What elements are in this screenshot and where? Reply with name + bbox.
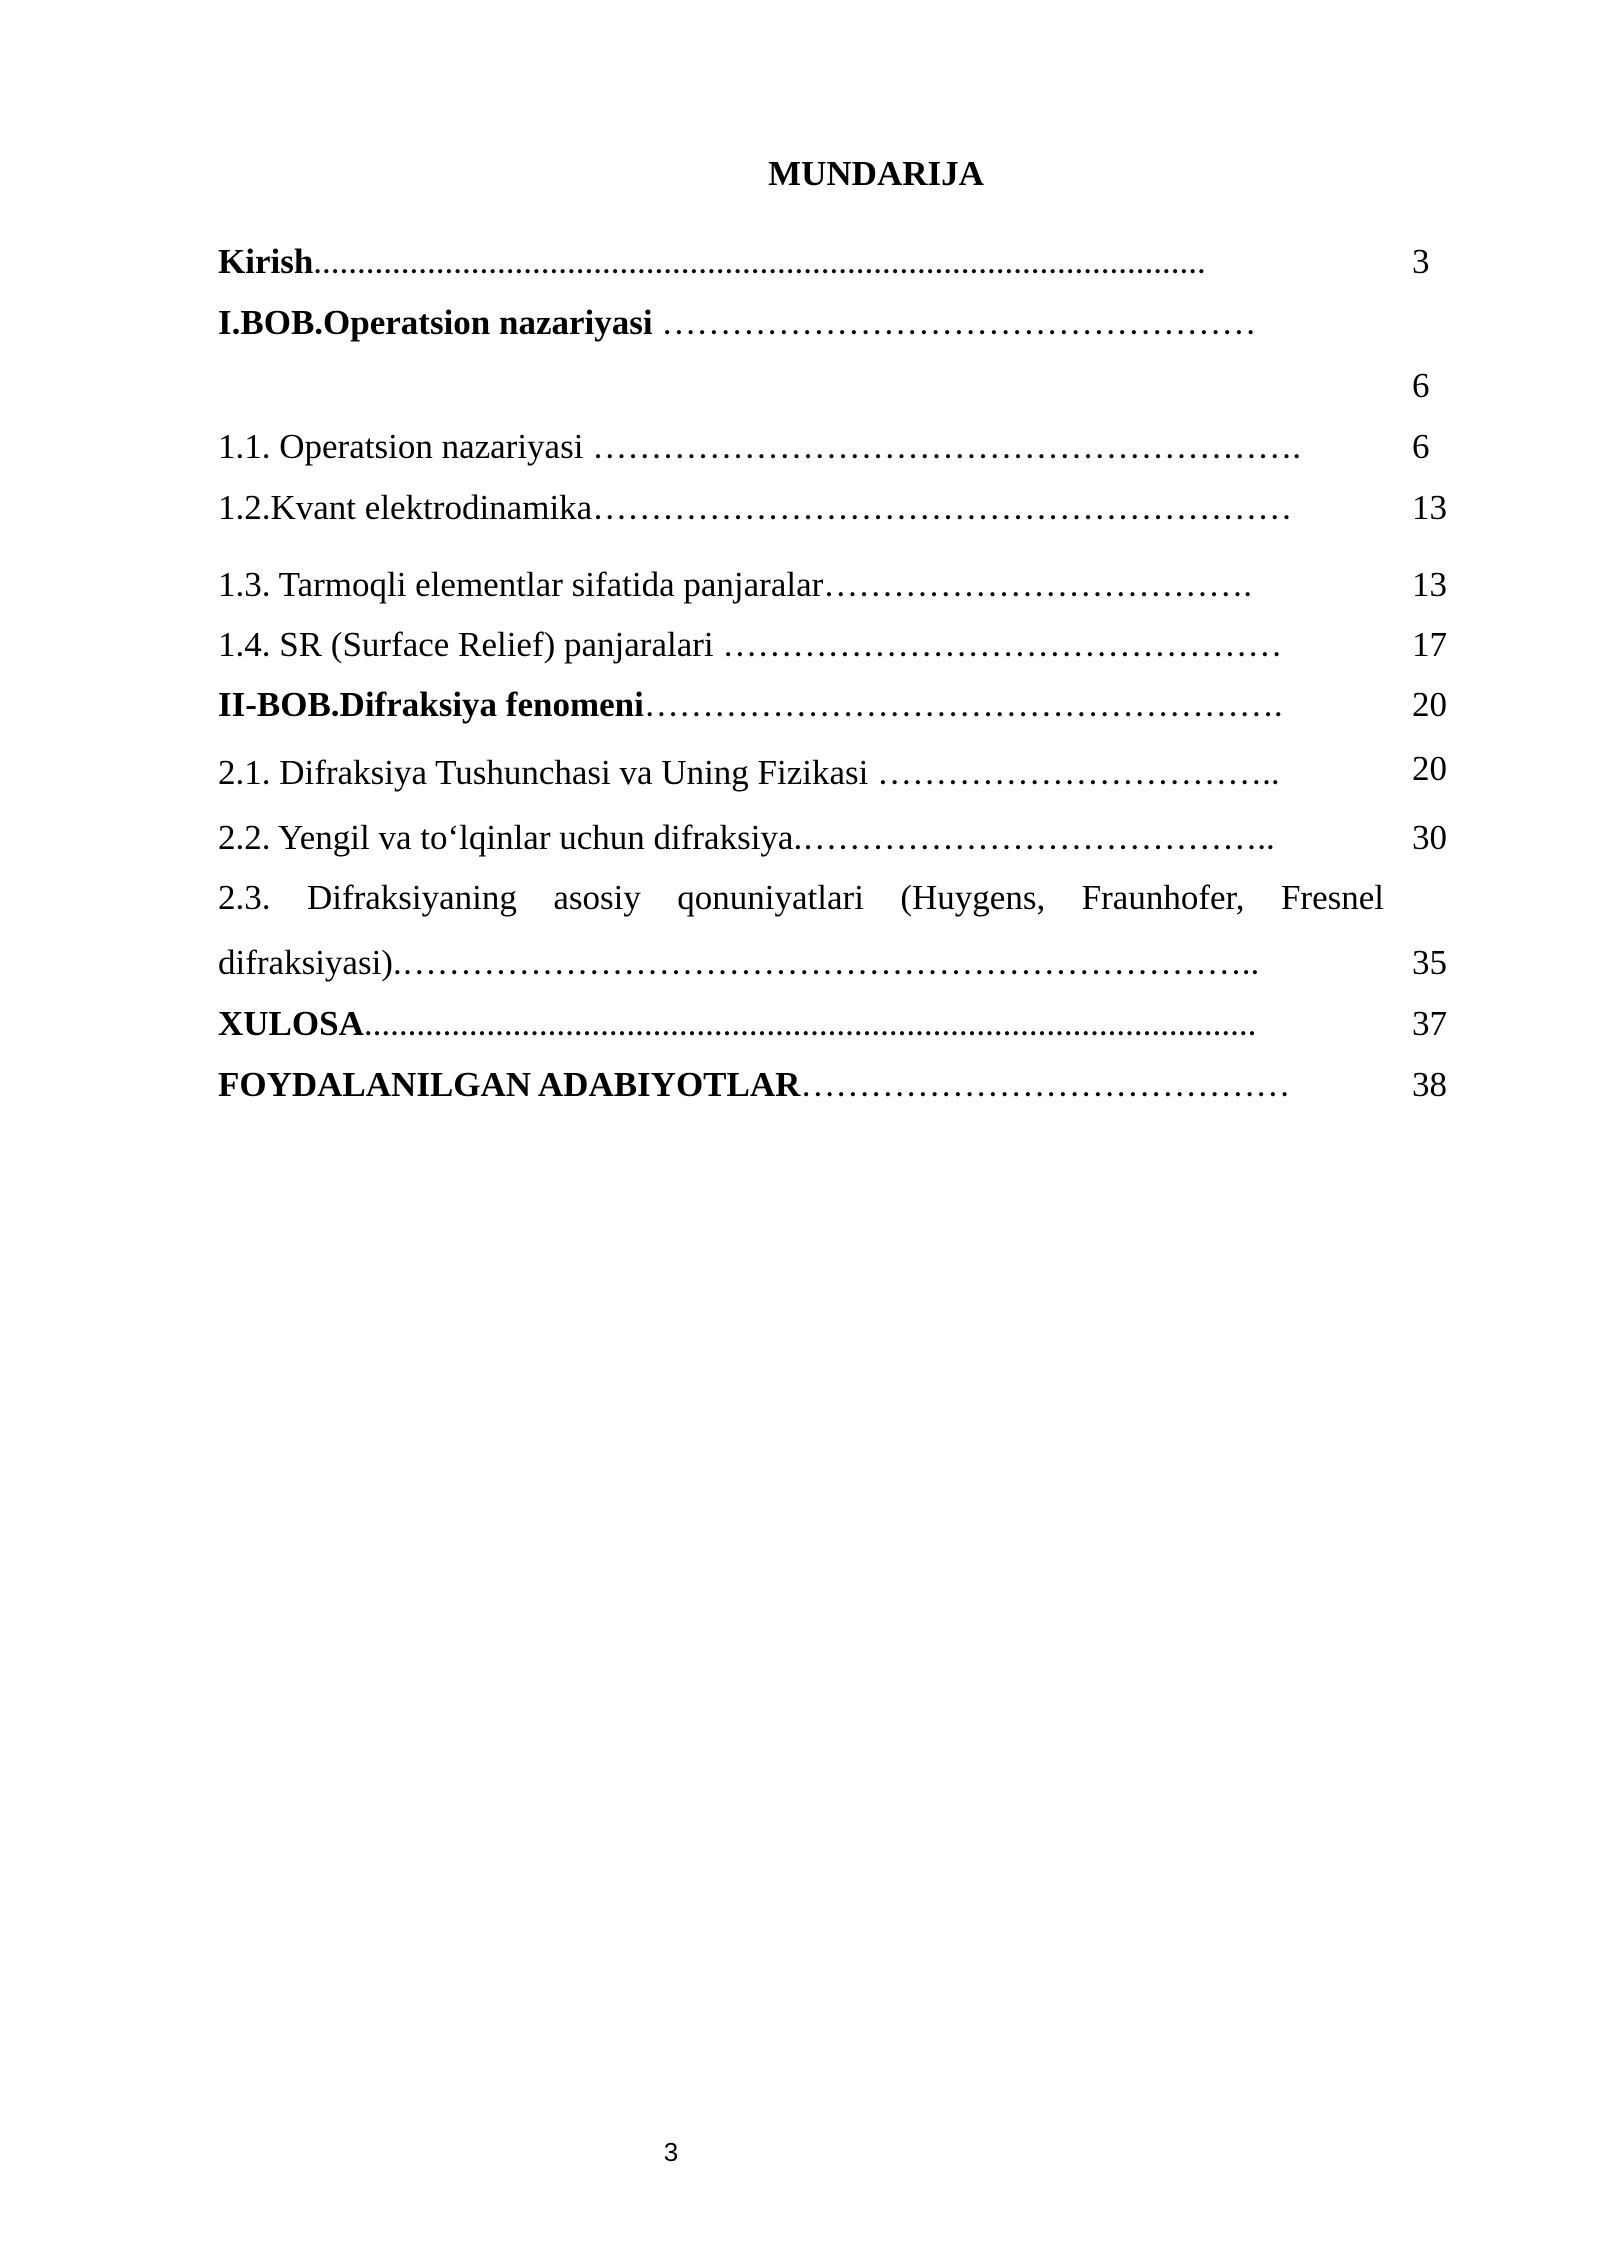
toc-entry-1-4[interactable] [218, 620, 1458, 670]
toc-page-number: 6 [1412, 366, 1430, 405]
toc-entry-references[interactable] [218, 1060, 1458, 1110]
toc-entry-chapter-1-page [218, 361, 1458, 411]
toc-page-number: 30 [1412, 818, 1447, 857]
toc-page-number: 3 [1412, 242, 1430, 281]
toc-entry-label: XULOSA [218, 1004, 364, 1043]
toc-entry-label: difraksiyasi). [218, 943, 402, 982]
toc-page-number: 37 [1412, 1004, 1447, 1043]
toc-page-number: 20 [1412, 685, 1447, 724]
toc-leader: ...................................................................................................... [363, 1004, 1257, 1043]
toc-page-number: 6 [1412, 427, 1430, 466]
toc-leader: …………………………………………… [661, 303, 1257, 342]
toc-entry-label: 1.4. SR (Surface Relief) panjaralari [218, 625, 723, 664]
toc-leader: …………………………………………………… [592, 488, 1293, 527]
toc-leader: ………………………………………………. [643, 685, 1283, 724]
toc-leader: ...................................................................................................... [313, 242, 1206, 281]
page-number-footer: 3 [663, 2137, 679, 2167]
toc-page-number: 13 [1412, 565, 1447, 604]
toc-entry-1-3[interactable] [218, 560, 1458, 610]
toc-leader: ………………………………. [823, 565, 1253, 604]
toc-entry-label: 2.2. Yengil va to‘lqinlar uchun difraksiya. [218, 818, 803, 857]
toc-page-number: 20 [1412, 749, 1447, 788]
toc-page-number: 17 [1412, 625, 1447, 664]
toc-page-number: 38 [1412, 1065, 1447, 1104]
toc-entry-xulosa[interactable] [218, 999, 1458, 1049]
toc-leader: ………………………………….. [802, 818, 1275, 857]
toc-entry-2-3-line-1[interactable] [218, 873, 1384, 923]
toc-entry-label: 2.3. Difraksiyaning asosiy qonuniyatlari (Huygens, Fraunhofer, Fresnel [218, 878, 1384, 917]
toc-entry-1-2[interactable] [218, 483, 1458, 533]
toc-entry-label: 2.1. Difraksiya Tushunchasi va Uning Fizikasi [218, 753, 878, 792]
toc-entry-2-2[interactable] [218, 813, 1458, 863]
toc-entry-label: 1.2.Kvant elektrodinamika [218, 488, 593, 527]
toc-leader: …………………………………… [800, 1065, 1291, 1104]
toc-entry-chapter-2[interactable] [218, 680, 1458, 730]
toc-entry-label: II-BOB.Difraksiya fenomeni [218, 685, 644, 724]
toc-entry-1-1[interactable] [218, 422, 1458, 472]
toc-entry-2-1[interactable] [218, 748, 1458, 798]
toc-leader: ………………………………………… [722, 625, 1283, 664]
toc-entry-2-3[interactable] [218, 938, 1458, 988]
toc-page-number: 13 [1412, 488, 1447, 527]
toc-title: MUNDARIJA [768, 154, 984, 193]
toc-entry-chapter-1[interactable] [218, 298, 1458, 348]
toc-entry-label: 1.1. Operatsion nazariyasi [218, 427, 593, 466]
toc-leader: ……………………………………………………. [592, 427, 1301, 466]
toc-entry-kirish[interactable] [218, 237, 1458, 287]
toc-entry-label: I.BOB.Operatsion nazariyasi [218, 303, 662, 342]
toc-entry-label: FOYDALANILGAN ADABIYOTLAR [218, 1065, 801, 1104]
toc-entry-label: 1.3. Tarmoqli elementlar sifatida panjaralar [218, 565, 824, 604]
toc-page-number: 35 [1412, 943, 1447, 982]
toc-leader: ……………………………………………………………….. [401, 943, 1260, 982]
toc-leader: …………………………….. [877, 753, 1280, 792]
toc-entry-label: Kirish [218, 242, 314, 281]
